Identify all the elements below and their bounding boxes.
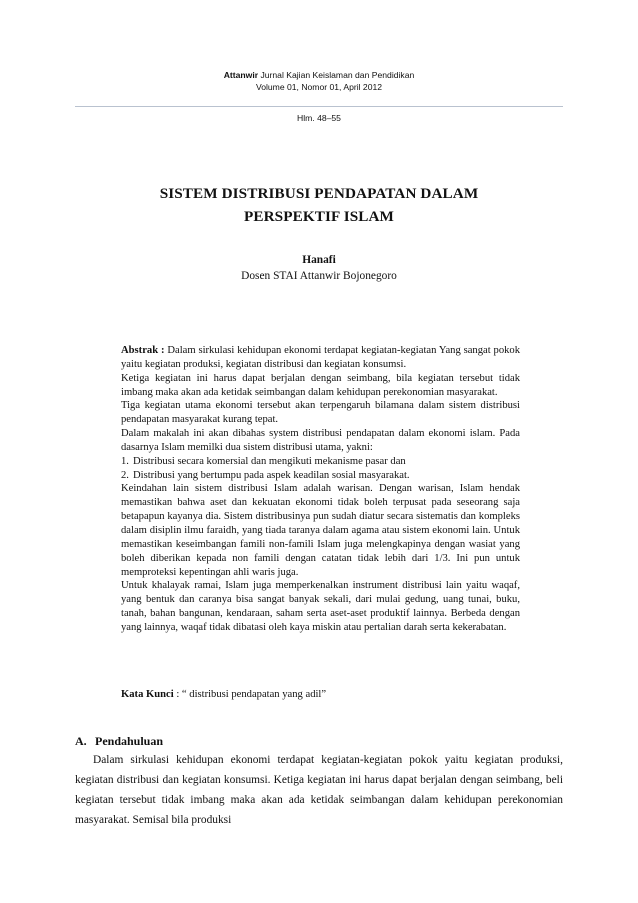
- keywords-label: Kata Kunci: [121, 689, 174, 700]
- abstract-paragraph-6: Untuk khalayak ramai, Islam juga memperkenalkan instrument distribusi lain yaitu waqaf, yang bentuk dan caranya bisa sangat banyak sekali, dari mulai gedung, uang tunai, buku, tanah, bahan bangunan, kendaraan, saham serta aset-aset produktif lainnya. Berbeda dengan yang lainnya, waqaf tidak dibatasi oleh kaya miskin atau pertalian darah serta kekerabatan.: [121, 580, 520, 633]
- section-heading: [75, 734, 163, 749]
- list-number: 1.: [121, 455, 129, 467]
- list-text: Distribusi secara komersial dan mengikuti mekanisme pasar dan: [133, 455, 406, 467]
- abstract-paragraph-4: Dalam makalah ini akan dibahas system distribusi pendapatan dalam ekonomi islam. Pada dasarnya Islam memilki dua sistem distribusi utama, yakni:: [121, 428, 520, 453]
- abstract: [121, 344, 520, 635]
- section-number: A.: [75, 734, 87, 748]
- journal-volume: Volume 01, Nomor 01, April 2012: [255, 82, 383, 92]
- header-divider: [75, 106, 563, 107]
- page-range: Hlm. 48–55: [297, 113, 341, 123]
- article-title-line-1: SISTEM DISTRIBUSI PENDAPATAN DALAM: [159, 185, 479, 202]
- abstract-paragraph-3: Tiga kegiatan utama ekonomi tersebut akan terpengaruh bilamana dalam sistem distribusi pendapatan masyarakat kurang tepat.: [121, 400, 520, 426]
- journal-name: Attanwir: [223, 70, 259, 80]
- list-item: [121, 469, 520, 483]
- article-title-line-2: PERSPEKTIF ISLAM: [244, 208, 394, 225]
- abstract-paragraph-1: [121, 344, 520, 372]
- abstract-label: Abstrak :: [121, 345, 165, 356]
- abstract-paragraph-2: Ketiga kegiatan ini harus dapat berjalan dengan seimbang, bila kegiatan tersebut tidak imbang maka akan ada ketidak seimbangan dalam kehidupan perekonomian masyarakat.: [121, 372, 520, 398]
- section-title: Pendahuluan: [95, 734, 164, 748]
- abstract-paragraph-5: Keindahan lain sistem distribusi Islam adalah warisan. Dengan warisan, Islam hendak memastikan bahwa aset dan kekuatan ekonomi tidak boleh terpusat pada seseorang saja betapapun kayanya dia. Sistem distribusinya pun sudah diatur secara sistematis dan kompleks dalam disiplin ilmu faraidh, yang tiada taranya dalam agama atau sistem ekonomi lain. Untuk memastikan keseimbangan famili non-famili Islam juga melengkapinya dengan wasiat yang boleh diberikan kepada non famili dengan catatan tidak lebih dari 1/3. Ini pun untuk memproteksi kepentingan ahli waris juga.: [121, 483, 520, 578]
- list-item: [121, 455, 520, 469]
- body-paragraph: Dalam sirkulasi kehidupan ekonomi terdapat kegiatan-kegiatan pokok yaitu kegiatan produksi, kegiatan distribusi dan kegiatan konsumsi. Ketiga kegiatan ini harus dapat berjalan dengan seimbang, beli kegiatan tersebut tidak imbang maka akan ada ketidak seimbangan dalam kehidupan perekonomian masyarakat. Semisal bila produksi: [75, 754, 563, 826]
- list-text: Distribusi yang bertumpu pada aspek keadilan sosial masyarakat.: [133, 469, 410, 481]
- section-body: [75, 751, 563, 831]
- author-affiliation: Dosen STAI Attanwir Bojonegoro: [241, 270, 397, 282]
- author-name: Hanafi: [302, 254, 336, 266]
- journal-subtitle: Jurnal Kajian Keislaman dan Pendidikan: [258, 70, 415, 80]
- keywords: [121, 689, 326, 700]
- list-number: 2.: [121, 469, 129, 481]
- abstract-text-1: Dalam sirkulasi kehidupan ekonomi terdapat kegiatan-kegiatan Yang sangat pokok yaitu kegiatan produksi, kegiatan distribusi dan kegiatan konsumsi.: [121, 345, 521, 370]
- journal-header: [0, 70, 638, 81]
- keywords-text: : “ distribusi pendapatan yang adil”: [173, 689, 327, 700]
